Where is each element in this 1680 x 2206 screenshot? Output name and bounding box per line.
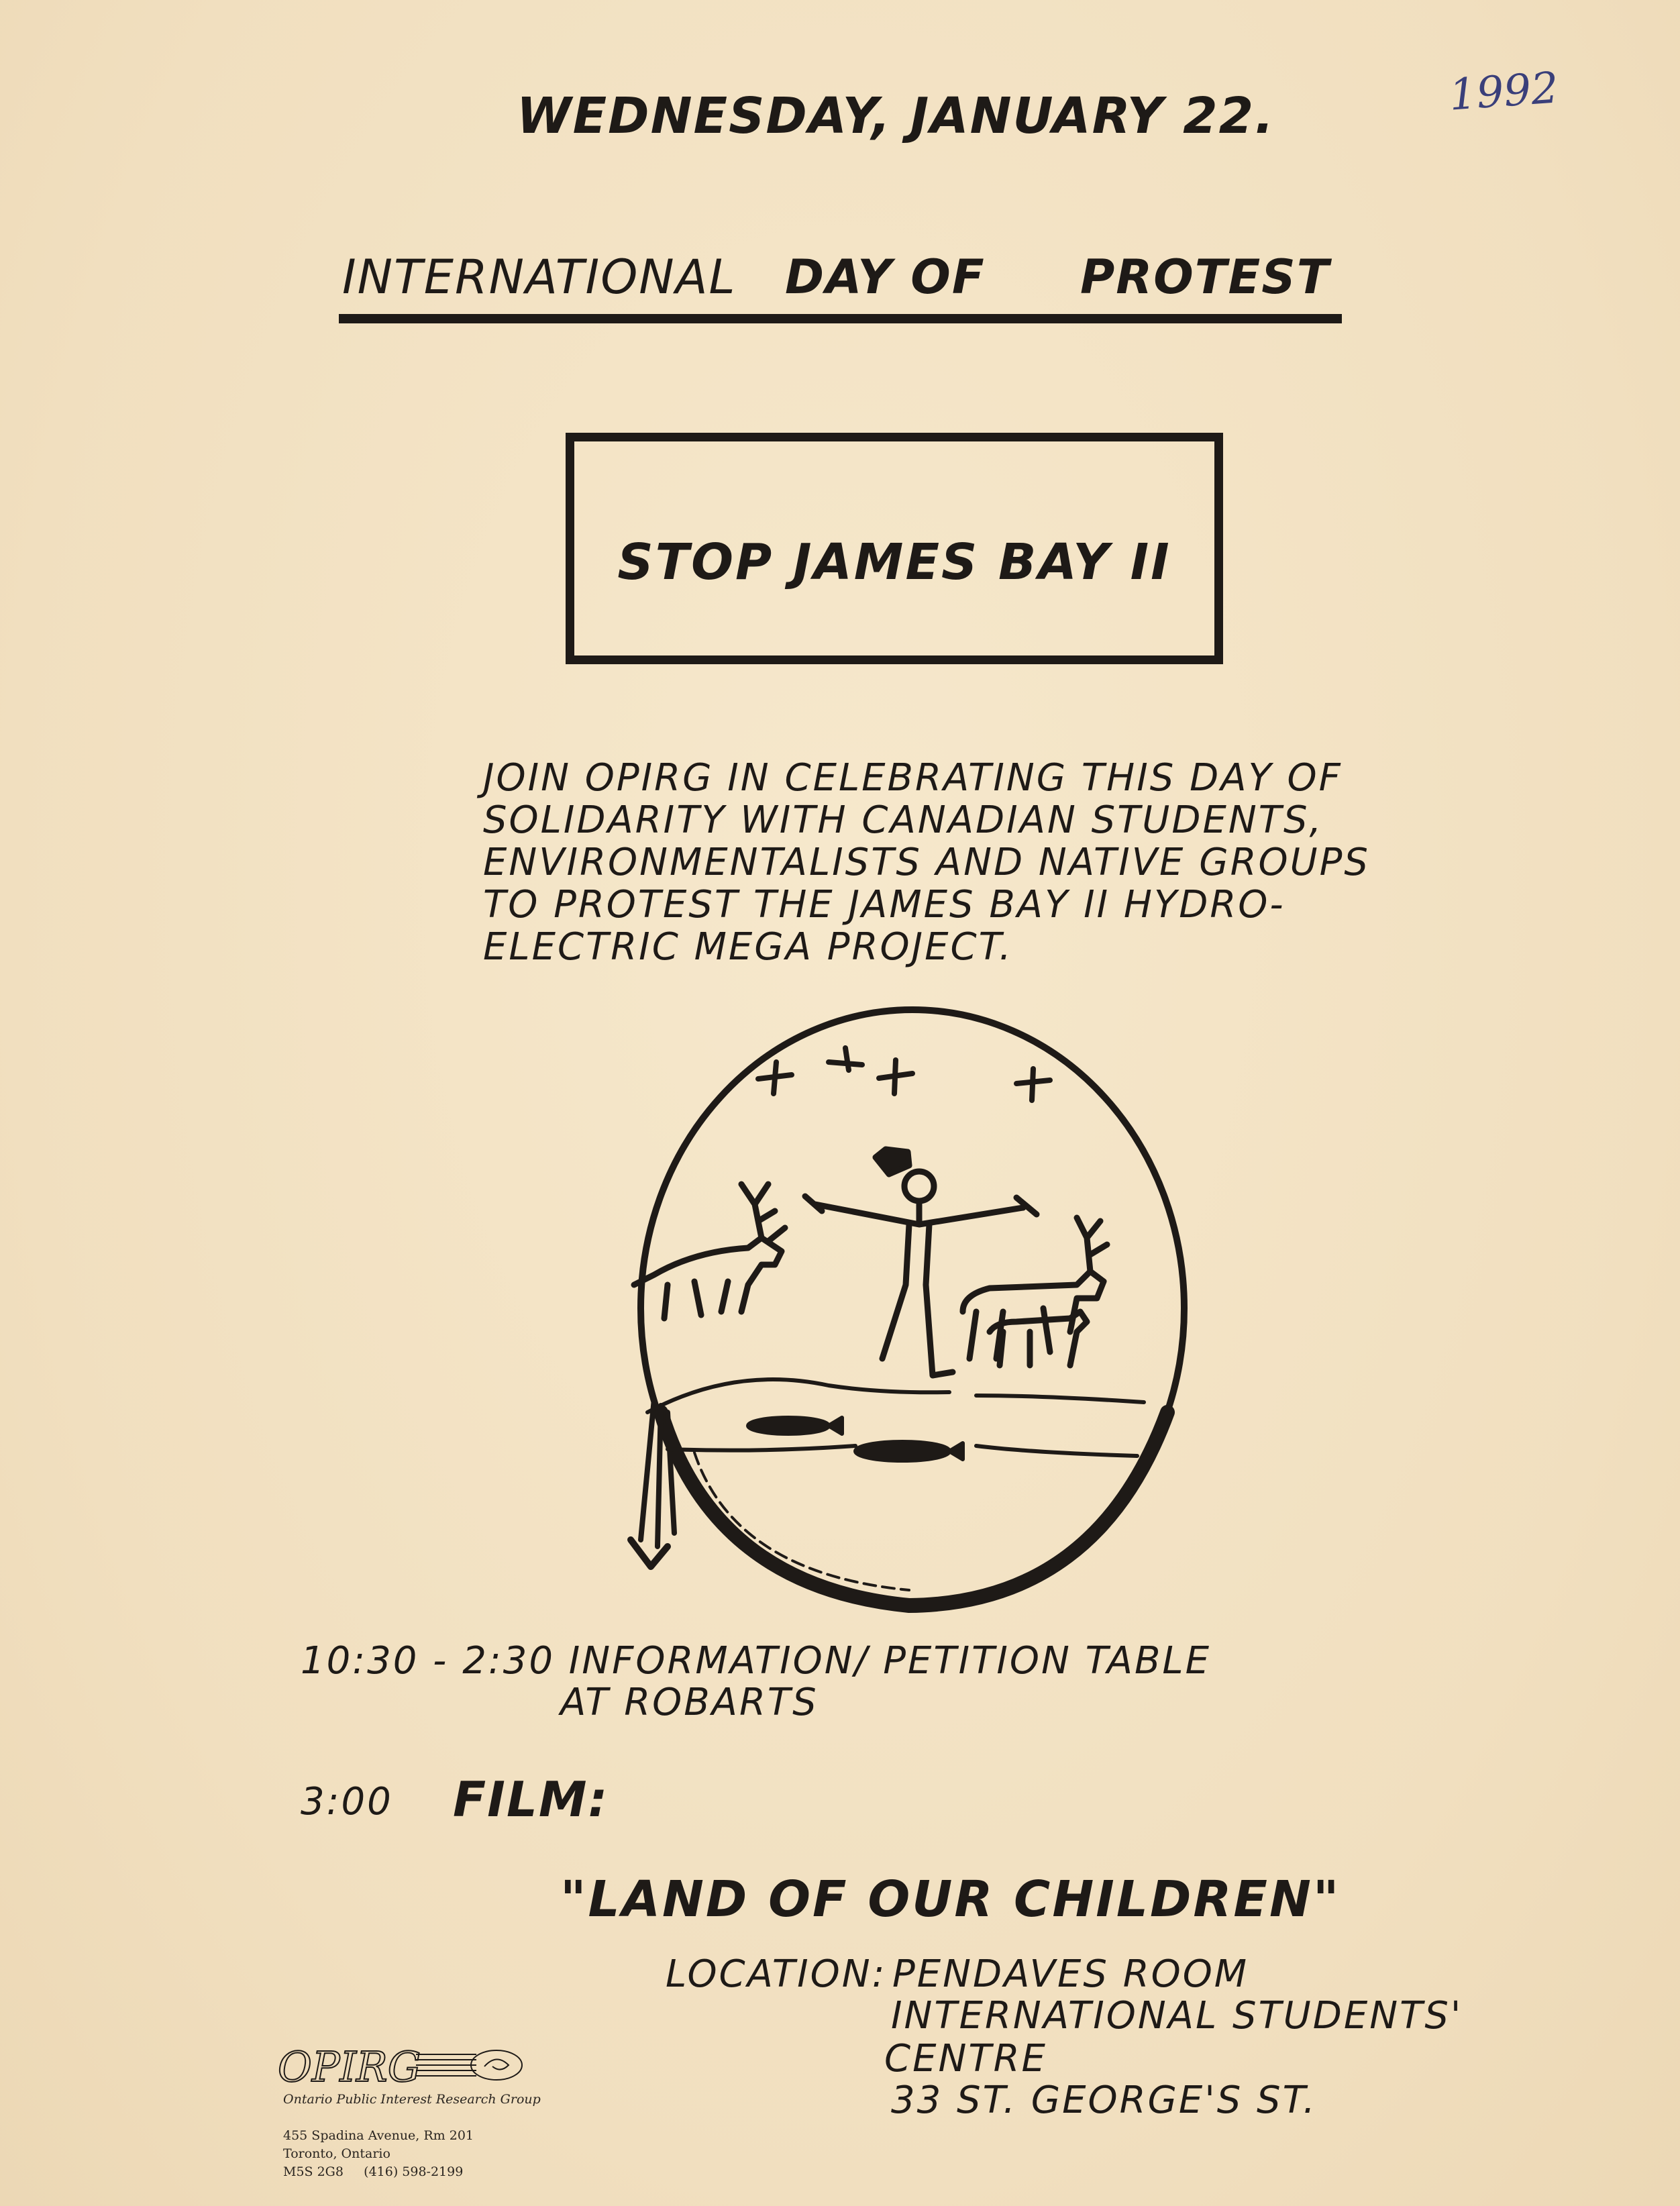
birds — [758, 1048, 1050, 1100]
address-line: 455 Spadina Avenue, Rm 201 — [283, 2128, 474, 2143]
description-line: TO PROTEST THE JAMES BAY II HYDRO- — [483, 883, 1285, 927]
opirg-logo-mark — [275, 2040, 530, 2093]
description-line: SOLIDARITY WITH CANADIAN STUDENTS, — [483, 798, 1324, 842]
address-line: M5S 2G8 (416) 598-2199 — [283, 2164, 464, 2179]
location-line: PENDAVES ROOM — [892, 1952, 1249, 1996]
schedule-item-1-line1: 10:30 - 2:30 INFORMATION/ PETITION TABLE — [301, 1639, 1212, 1683]
schedule-item-2-time: 3:00 — [301, 1780, 393, 1824]
opirg-address — [283, 2127, 474, 2181]
title-word-day-of: DAY OF — [785, 250, 986, 305]
protest-title — [342, 250, 1342, 305]
location-line: 33 ST. GEORGE'S ST. — [891, 2079, 1317, 2122]
handwritten-year: 1992 — [1447, 63, 1561, 121]
description-line: ELECTRIC MEGA PROJECT. — [483, 925, 1013, 969]
title-word-protest: PROTEST — [1080, 250, 1330, 305]
opirg-tagline: Ontario Public Interest Research Group — [283, 2092, 541, 2107]
film-title: "LAND OF OUR CHILDREN" — [560, 1871, 1341, 1928]
location-line: INTERNATIONAL STUDENTS' — [891, 1994, 1463, 2038]
address-line: Toronto, Ontario — [283, 2146, 390, 2161]
description-line: ENVIRONMENTALISTS AND NATIVE GROUPS — [483, 841, 1370, 884]
drum-illustration — [560, 983, 1198, 1620]
location-line: CENTRE — [884, 2037, 1047, 2081]
slogan-text: STOP JAMES BAY II — [617, 533, 1171, 591]
title-word-international: INTERNATIONAL — [342, 250, 737, 305]
description-line: JOIN OPIRG IN CELEBRATING THIS DAY OF — [483, 756, 1343, 800]
schedule-item-1 — [301, 1640, 1211, 1724]
fish — [748, 1418, 963, 1461]
opirg-logo-text: OPIRG — [278, 2042, 421, 2091]
location-label: LOCATION: — [666, 1952, 887, 1996]
opirg-logo — [275, 2040, 530, 2096]
event-description — [483, 757, 1422, 968]
schedule-item-1-line2: AT ROBARTS — [560, 1681, 819, 1724]
schedule-item-2-label: FILM: — [453, 1771, 609, 1828]
title-underline — [339, 314, 1342, 323]
caribou-right — [963, 1218, 1107, 1365]
event-date: WEDNESDAY, JANUARY 22. — [517, 87, 1275, 145]
